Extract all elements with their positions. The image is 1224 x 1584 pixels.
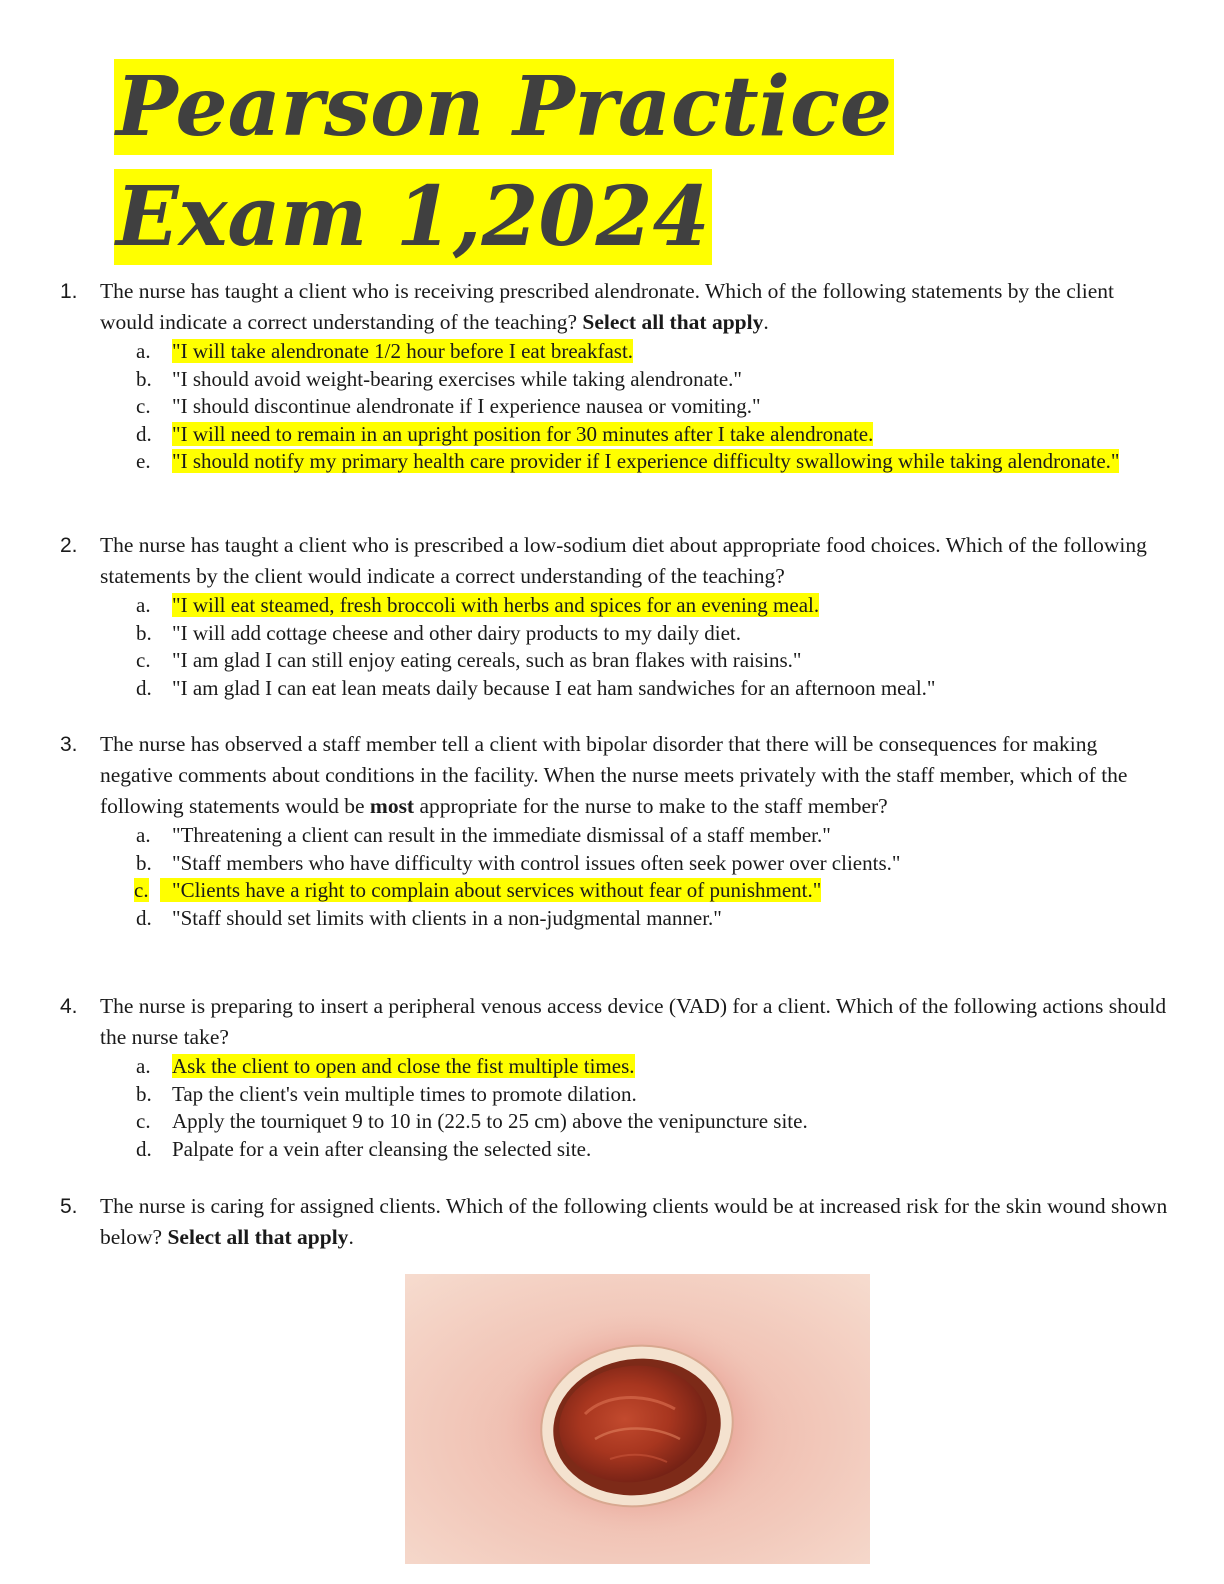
question-number: 3. [60, 733, 78, 756]
question-stem: The nurse is preparing to insert a peripheral venous access device (VAD) for a client. Which of the following actions should the nurse take? [100, 994, 1167, 1049]
option-c[interactable] [60, 647, 1170, 675]
question-stem: The nurse is caring for assigned clients. Which of the following clients would be at increased risk for the skin wound shown below? Select all that apply. [100, 1194, 1168, 1249]
question-stem: The nurse has taught a client who is receiving prescribed alendronate. Which of the following statements by the client would indicate a correct understanding of the teaching? Select all that apply. [100, 279, 1114, 334]
option-c[interactable] [60, 1108, 1170, 1136]
option-letter: c. [136, 1109, 151, 1133]
option-a[interactable] [60, 592, 1170, 620]
option-letter: b. [136, 850, 152, 875]
option-b[interactable] [60, 850, 1170, 878]
question-stem: The nurse has observed a staff member tell a client with bipolar disorder that there will be consequences for making negative comments about conditions in the facility. When the nurse meets privately with the staff member, which of the following statements would be most appropriate for the nurse to make to the staff member? [100, 732, 1128, 818]
page-title: Pearson Practice Exam 1,2024 [116, 59, 893, 265]
option-text: "I should notify my primary health care provider if I experience difficulty swallowing while taking alendronate." [172, 449, 1120, 473]
option-letter: c. [136, 394, 151, 418]
option-d[interactable] [60, 675, 1170, 703]
option-letter: a. [136, 823, 151, 847]
option-text: "I should avoid weight-bearing exercises while taking alendronate." [172, 366, 742, 391]
option-letter: d. [136, 1136, 152, 1161]
option-letter: b. [136, 1081, 152, 1106]
question-number: 4. [60, 995, 78, 1018]
option-text: "I am glad I can still enjoy eating cereals, such as bran flakes with raisins." [172, 648, 802, 672]
option-text: Palpate for a vein after cleansing the selected site. [172, 1136, 592, 1161]
option-list [60, 592, 1170, 702]
option-list [60, 822, 1170, 932]
option-letter: a. [136, 593, 151, 617]
option-text: "Staff should set limits with clients in a non-judgmental manner." [172, 905, 722, 930]
question-1 [60, 276, 1170, 476]
option-a[interactable] [60, 1053, 1170, 1081]
option-d[interactable] [60, 421, 1170, 449]
option-text: "I will take alendronate 1/2 hour before I eat breakfast. [172, 339, 634, 363]
option-a[interactable] [60, 338, 1170, 366]
option-list [60, 1053, 1170, 1163]
option-text: "Threatening a client can result in the immediate dismissal of a staff member." [172, 823, 831, 847]
question-2 [60, 530, 1170, 702]
option-letter: c. [134, 878, 149, 902]
option-b[interactable] [60, 1081, 1170, 1109]
question-number: 2. [60, 534, 78, 557]
option-text: "I will add cottage cheese and other dairy products to my daily diet. [172, 620, 741, 645]
question-3 [60, 729, 1170, 932]
option-text: "Clients have a right to complain about services without fear of punishment." [160, 878, 821, 902]
option-list [60, 338, 1170, 476]
wound-image [405, 1274, 870, 1564]
option-text: Tap the client's vein multiple times to promote dilation. [172, 1081, 637, 1106]
option-b[interactable] [60, 620, 1170, 648]
question-number: 1. [60, 280, 78, 303]
option-text: "I will eat steamed, fresh broccoli with herbs and spices for an evening meal. [172, 593, 820, 617]
option-c[interactable] [60, 393, 1170, 421]
option-d[interactable] [60, 1136, 1170, 1164]
option-text: "I should discontinue alendronate if I experience nausea or vomiting." [172, 394, 761, 418]
option-letter: c. [136, 648, 151, 672]
option-b[interactable] [60, 366, 1170, 394]
option-a[interactable] [60, 822, 1170, 850]
option-text: "I am glad I can eat lean meats daily because I eat ham sandwiches for an afternoon meal." [172, 675, 936, 700]
option-text: "I will need to remain in an upright position for 30 minutes after I take alendronate. [172, 421, 874, 446]
option-text: Apply the tourniquet 9 to 10 in (22.5 to 25 cm) above the venipuncture site. [172, 1109, 808, 1133]
option-letter: b. [136, 620, 152, 645]
option-e[interactable] [60, 448, 1170, 476]
option-text: Ask the client to open and close the fist multiple times. [172, 1054, 635, 1078]
option-letter: a. [136, 1054, 151, 1078]
question-4 [60, 991, 1170, 1163]
option-letter: d. [136, 675, 152, 700]
option-letter: e. [136, 449, 151, 473]
option-d[interactable] [60, 905, 1170, 933]
option-c[interactable] [60, 877, 1170, 905]
option-letter: a. [136, 339, 151, 363]
question-number: 5. [60, 1195, 78, 1218]
question-stem: The nurse has taught a client who is prescribed a low-sodium diet about appropriate food choices. Which of the following statements by the client would indicate a correct understanding of the teaching? [100, 533, 1147, 588]
option-letter: b. [136, 366, 152, 391]
question-5 [60, 1191, 1170, 1253]
option-letter: d. [136, 905, 152, 930]
option-text: "Staff members who have difficulty with control issues often seek power over clients." [172, 850, 901, 875]
option-letter: d. [136, 421, 152, 446]
